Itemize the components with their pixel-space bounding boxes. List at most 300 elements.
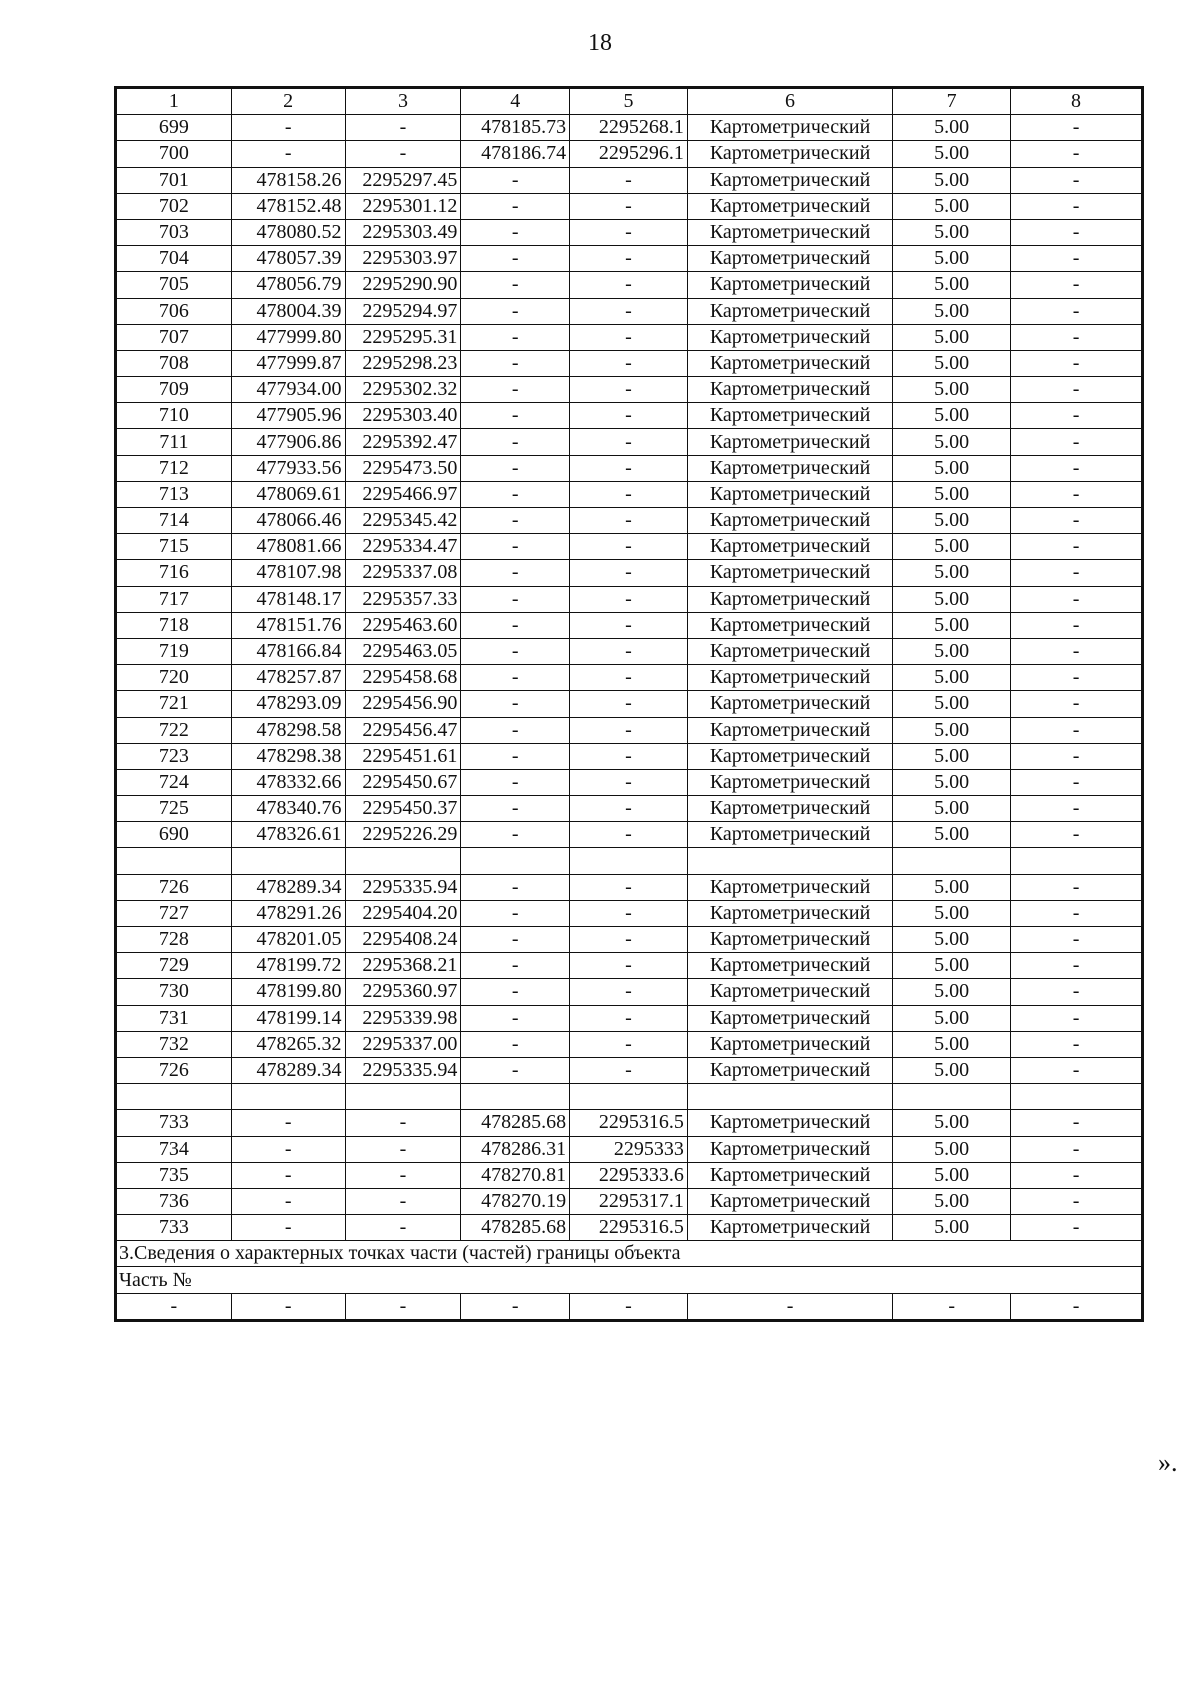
- table-cell: -: [231, 115, 345, 141]
- table-row: [116, 874, 1143, 900]
- table-cell: 2295268.1: [570, 115, 688, 141]
- table-cell: 736: [116, 1188, 232, 1214]
- table-cell: 2295458.68: [345, 665, 461, 691]
- table-cell: -: [461, 953, 570, 979]
- table-row: [116, 377, 1143, 403]
- table-cell: -: [1011, 691, 1143, 717]
- table-cell: -: [461, 743, 570, 769]
- table-cell: 5.00: [893, 219, 1011, 245]
- table-cell: -: [570, 769, 688, 795]
- table-cell: 5.00: [893, 717, 1011, 743]
- table-cell: 5.00: [893, 1136, 1011, 1162]
- table-cell: 726: [116, 874, 232, 900]
- table-cell: 5.00: [893, 612, 1011, 638]
- table-cell: 478332.66: [231, 769, 345, 795]
- table-cell: -: [461, 272, 570, 298]
- table-cell: [461, 848, 570, 874]
- table-cell: 2295302.32: [345, 377, 461, 403]
- table-cell: 478340.76: [231, 796, 345, 822]
- coordinates-table: [114, 86, 1144, 1322]
- table-cell: 2295451.61: [345, 743, 461, 769]
- table-cell: 2295226.29: [345, 822, 461, 848]
- table-cell: -: [1011, 167, 1143, 193]
- table-cell: 709: [116, 377, 232, 403]
- table-cell: 477905.96: [231, 403, 345, 429]
- table-cell: 8: [1011, 88, 1143, 115]
- table-cell: 2295392.47: [345, 429, 461, 455]
- table-cell: 701: [116, 167, 232, 193]
- table-cell: -: [570, 193, 688, 219]
- table-cell: -: [461, 822, 570, 848]
- table-cell: -: [570, 822, 688, 848]
- table-cell: -: [1011, 1031, 1143, 1057]
- table-cell: -: [461, 874, 570, 900]
- table-cell: 478151.76: [231, 612, 345, 638]
- table-cell: 732: [116, 1031, 232, 1057]
- part-label-row: [116, 1267, 1143, 1293]
- table-cell: Картометрический: [687, 822, 892, 848]
- table-cell: -: [570, 534, 688, 560]
- table-cell: 5.00: [893, 272, 1011, 298]
- table-cell: -: [231, 1293, 345, 1320]
- table-cell: -: [461, 377, 570, 403]
- section-title-row: [116, 1241, 1143, 1267]
- table-cell: Картометрический: [687, 115, 892, 141]
- table-row: [116, 481, 1143, 507]
- table-cell: 6: [687, 88, 892, 115]
- table-cell: -: [570, 612, 688, 638]
- table-cell: 5.00: [893, 115, 1011, 141]
- table-cell: 5.00: [893, 1005, 1011, 1031]
- table-cell: [345, 1084, 461, 1110]
- table-cell: 735: [116, 1162, 232, 1188]
- table-cell: -: [570, 324, 688, 350]
- table-row: [116, 665, 1143, 691]
- table-cell: 478298.38: [231, 743, 345, 769]
- table-cell: -: [461, 429, 570, 455]
- table-cell: Картометрический: [687, 455, 892, 481]
- table-cell: -: [231, 1215, 345, 1241]
- table-row: [116, 560, 1143, 586]
- table-cell: 703: [116, 219, 232, 245]
- table-cell: 5.00: [893, 586, 1011, 612]
- table-cell: -: [461, 324, 570, 350]
- table-cell: 2295345.42: [345, 508, 461, 534]
- table-cell: Картометрический: [687, 1110, 892, 1136]
- table-cell: 478270.81: [461, 1162, 570, 1188]
- table-cell: -: [1011, 193, 1143, 219]
- table-cell: -: [1011, 1293, 1143, 1320]
- table-cell: 477906.86: [231, 429, 345, 455]
- table-cell: Картометрический: [687, 481, 892, 507]
- table-cell: 2: [231, 88, 345, 115]
- table-cell: -: [461, 612, 570, 638]
- table-cell: -: [461, 508, 570, 534]
- table-cell: -: [1011, 1215, 1143, 1241]
- table-cell: 5.00: [893, 508, 1011, 534]
- table-cell: 734: [116, 1136, 232, 1162]
- table-cell: 2295408.24: [345, 927, 461, 953]
- table-cell: 5.00: [893, 979, 1011, 1005]
- table-cell: -: [1011, 612, 1143, 638]
- table-cell: Картометрический: [687, 429, 892, 455]
- table-cell: Картометрический: [687, 246, 892, 272]
- table-cell: [1011, 1084, 1143, 1110]
- table-cell: -: [570, 900, 688, 926]
- table-cell: 728: [116, 927, 232, 953]
- table-cell: -: [1011, 586, 1143, 612]
- table-cell: Картометрический: [687, 219, 892, 245]
- table-cell: -: [345, 1110, 461, 1136]
- table-cell: Картометрический: [687, 534, 892, 560]
- table-cell: -: [231, 141, 345, 167]
- table-cell: [345, 848, 461, 874]
- table-cell: 5.00: [893, 953, 1011, 979]
- table-cell: 2295316.5: [570, 1110, 688, 1136]
- table-cell: -: [570, 586, 688, 612]
- table-cell: -: [1011, 874, 1143, 900]
- table-cell: 478291.26: [231, 900, 345, 926]
- table-cell: 2295450.37: [345, 796, 461, 822]
- table-row: [116, 1215, 1143, 1241]
- table-cell: -: [1011, 1162, 1143, 1188]
- table-cell: 724: [116, 769, 232, 795]
- table-cell: 2295333.6: [570, 1162, 688, 1188]
- table-cell: -: [461, 246, 570, 272]
- table-cell: 731: [116, 1005, 232, 1031]
- table-cell: Картометрический: [687, 403, 892, 429]
- table-cell: -: [231, 1110, 345, 1136]
- table-cell: 726: [116, 1057, 232, 1083]
- table-cell: 478293.09: [231, 691, 345, 717]
- table-cell: -: [116, 1293, 232, 1320]
- table-cell: 2295337.08: [345, 560, 461, 586]
- table-cell: -: [1011, 1188, 1143, 1214]
- table-cell: -: [1011, 1057, 1143, 1083]
- table-cell: -: [461, 193, 570, 219]
- table-cell: 5.00: [893, 481, 1011, 507]
- table-cell: -: [570, 717, 688, 743]
- table-cell: 702: [116, 193, 232, 219]
- table-cell: -: [1011, 508, 1143, 534]
- table-cell: -: [570, 691, 688, 717]
- table-cell: Картометрический: [687, 324, 892, 350]
- table-cell: 478066.46: [231, 508, 345, 534]
- table-cell: -: [570, 638, 688, 664]
- table-cell: -: [570, 796, 688, 822]
- table-cell: 2295339.98: [345, 1005, 461, 1031]
- table-cell: 2295303.49: [345, 219, 461, 245]
- table-row: [116, 1162, 1143, 1188]
- part-label: Часть №: [116, 1267, 1143, 1293]
- table-row: [116, 979, 1143, 1005]
- table-cell: 2295335.94: [345, 1057, 461, 1083]
- table-cell: 7: [893, 88, 1011, 115]
- table-cell: Картометрический: [687, 508, 892, 534]
- table-cell: Картометрический: [687, 900, 892, 926]
- table-cell: -: [1011, 665, 1143, 691]
- table-cell: Картометрический: [687, 874, 892, 900]
- table-cell: 5.00: [893, 560, 1011, 586]
- table-cell: -: [1011, 350, 1143, 376]
- table-cell: -: [570, 743, 688, 769]
- table-cell: [893, 1084, 1011, 1110]
- table-cell: -: [570, 272, 688, 298]
- table-cell: -: [570, 560, 688, 586]
- table-row: [116, 1136, 1143, 1162]
- table-cell: 2295463.05: [345, 638, 461, 664]
- table-cell: -: [687, 1293, 892, 1320]
- table-cell: 711: [116, 429, 232, 455]
- table-cell: 5.00: [893, 324, 1011, 350]
- table-row: [116, 953, 1143, 979]
- table-cell: 720: [116, 665, 232, 691]
- table-row: [116, 141, 1143, 167]
- table-cell: -: [1011, 246, 1143, 272]
- table-cell: 2295463.60: [345, 612, 461, 638]
- table-row: [116, 324, 1143, 350]
- table-cell: 5.00: [893, 1057, 1011, 1083]
- table-row: [116, 403, 1143, 429]
- closing-quote-mark: ».: [1158, 1448, 1178, 1477]
- table-row: [116, 900, 1143, 926]
- table-cell: Картометрический: [687, 717, 892, 743]
- table-row: [116, 743, 1143, 769]
- table-cell: 5.00: [893, 455, 1011, 481]
- table-cell: 5.00: [893, 874, 1011, 900]
- page-number: 18: [588, 30, 612, 56]
- table-cell: 478298.58: [231, 717, 345, 743]
- table-cell: 2295334.47: [345, 534, 461, 560]
- table-cell: 713: [116, 481, 232, 507]
- table-cell: -: [345, 115, 461, 141]
- table-cell: 710: [116, 403, 232, 429]
- table-cell: Картометрический: [687, 141, 892, 167]
- table-cell: -: [461, 1057, 570, 1083]
- table-row: [116, 848, 1143, 874]
- table-cell: Картометрический: [687, 167, 892, 193]
- table-cell: -: [1011, 481, 1143, 507]
- table-cell: 478199.80: [231, 979, 345, 1005]
- table-cell: 5.00: [893, 377, 1011, 403]
- table-cell: Картометрический: [687, 350, 892, 376]
- table-cell: 708: [116, 350, 232, 376]
- table-cell: 730: [116, 979, 232, 1005]
- table-cell: 704: [116, 246, 232, 272]
- table-cell: -: [461, 455, 570, 481]
- table-cell: -: [345, 1215, 461, 1241]
- table-cell: -: [1011, 743, 1143, 769]
- table-row: [116, 1005, 1143, 1031]
- table-cell: -: [570, 927, 688, 953]
- table-cell: Картометрический: [687, 193, 892, 219]
- table-cell: 2295301.12: [345, 193, 461, 219]
- table-cell: 717: [116, 586, 232, 612]
- table-cell: 5.00: [893, 350, 1011, 376]
- table-cell: 478057.39: [231, 246, 345, 272]
- table-cell: -: [461, 481, 570, 507]
- table-cell: 2295473.50: [345, 455, 461, 481]
- table-cell: Картометрический: [687, 560, 892, 586]
- table-cell: Картометрический: [687, 612, 892, 638]
- table-row: [116, 796, 1143, 822]
- table-cell: 2295450.67: [345, 769, 461, 795]
- table-cell: -: [461, 1293, 570, 1320]
- table-cell: 725: [116, 796, 232, 822]
- table-row: [116, 586, 1143, 612]
- table-row: [116, 927, 1143, 953]
- table-cell: -: [461, 1031, 570, 1057]
- table-cell: 5.00: [893, 900, 1011, 926]
- table-cell: 733: [116, 1215, 232, 1241]
- table-cell: -: [1011, 1110, 1143, 1136]
- table-row: [116, 167, 1143, 193]
- table-cell: 5.00: [893, 193, 1011, 219]
- table-cell: 690: [116, 822, 232, 848]
- table-cell: 719: [116, 638, 232, 664]
- table-row: [116, 1031, 1143, 1057]
- table-cell: Картометрический: [687, 298, 892, 324]
- table-cell: Картометрический: [687, 1031, 892, 1057]
- table-cell: -: [1011, 115, 1143, 141]
- table-cell: -: [345, 1162, 461, 1188]
- table-cell: -: [231, 1188, 345, 1214]
- table-cell: -: [345, 1188, 461, 1214]
- table-cell: -: [1011, 560, 1143, 586]
- table-cell: 5.00: [893, 1215, 1011, 1241]
- table-row: [116, 1110, 1143, 1136]
- table-cell: Картометрический: [687, 691, 892, 717]
- table-cell: 2295298.23: [345, 350, 461, 376]
- table-cell: [231, 848, 345, 874]
- table-cell: -: [570, 1293, 688, 1320]
- table-cell: -: [461, 560, 570, 586]
- table-row: [116, 193, 1143, 219]
- table-cell: -: [1011, 769, 1143, 795]
- table-cell: -: [570, 377, 688, 403]
- table-row: [116, 350, 1143, 376]
- table-cell: -: [1011, 141, 1143, 167]
- table-cell: 478285.68: [461, 1110, 570, 1136]
- table-cell: 2295303.97: [345, 246, 461, 272]
- table-cell: 478185.73: [461, 115, 570, 141]
- table-cell: 729: [116, 953, 232, 979]
- table-cell: -: [570, 953, 688, 979]
- table-cell: -: [1011, 717, 1143, 743]
- table-cell: Картометрический: [687, 1215, 892, 1241]
- table-cell: 5.00: [893, 1031, 1011, 1057]
- table-cell: -: [461, 979, 570, 1005]
- section-title: 3.Сведения о характерных точках части (частей) границы объекта: [116, 1241, 1143, 1267]
- table-cell: 2295303.40: [345, 403, 461, 429]
- table-header-row: [116, 88, 1143, 115]
- table-cell: Картометрический: [687, 769, 892, 795]
- table-cell: 721: [116, 691, 232, 717]
- table-cell: 478257.87: [231, 665, 345, 691]
- table-cell: 716: [116, 560, 232, 586]
- table-row: [116, 638, 1143, 664]
- table-cell: -: [570, 246, 688, 272]
- table-cell: -: [461, 1005, 570, 1031]
- table-row: [116, 1084, 1143, 1110]
- table-cell: -: [231, 1162, 345, 1188]
- table-cell: 1: [116, 88, 232, 115]
- table-cell: 700: [116, 141, 232, 167]
- table-cell: 699: [116, 115, 232, 141]
- table-cell: -: [570, 1057, 688, 1083]
- table-cell: 2295337.00: [345, 1031, 461, 1057]
- table-cell: 2295368.21: [345, 953, 461, 979]
- table-row: [116, 769, 1143, 795]
- table-cell: 478265.32: [231, 1031, 345, 1057]
- table-cell: 5: [570, 88, 688, 115]
- table-row: [116, 612, 1143, 638]
- table-cell: 478148.17: [231, 586, 345, 612]
- table-cell: 478004.39: [231, 298, 345, 324]
- table-cell: -: [570, 298, 688, 324]
- table-cell: -: [570, 1031, 688, 1057]
- table-cell: -: [461, 298, 570, 324]
- table-cell: 2295456.47: [345, 717, 461, 743]
- table-cell: -: [1011, 1005, 1143, 1031]
- table-cell: -: [461, 691, 570, 717]
- table-cell: 706: [116, 298, 232, 324]
- table-cell: 478081.66: [231, 534, 345, 560]
- table-cell: -: [1011, 796, 1143, 822]
- table-cell: [461, 1084, 570, 1110]
- table-cell: -: [345, 1293, 461, 1320]
- table-cell: -: [1011, 927, 1143, 953]
- table-cell: 478270.19: [461, 1188, 570, 1214]
- table-cell: 478158.26: [231, 167, 345, 193]
- table-cell: -: [570, 167, 688, 193]
- table-row: [116, 115, 1143, 141]
- table-cell: -: [461, 167, 570, 193]
- table-cell: 5.00: [893, 691, 1011, 717]
- table-cell: -: [1011, 403, 1143, 429]
- table-cell: Картометрический: [687, 1136, 892, 1162]
- table-cell: 478107.98: [231, 560, 345, 586]
- table-cell: 2295294.97: [345, 298, 461, 324]
- table-row: [116, 691, 1143, 717]
- table-row: [116, 246, 1143, 272]
- table-row: [116, 219, 1143, 245]
- table-cell: Картометрический: [687, 1005, 892, 1031]
- table-cell: -: [461, 350, 570, 376]
- table-cell: -: [461, 534, 570, 560]
- table-cell: 2295295.31: [345, 324, 461, 350]
- table-cell: 478289.34: [231, 1057, 345, 1083]
- table-cell: -: [1011, 272, 1143, 298]
- table-cell: [687, 1084, 892, 1110]
- table-cell: -: [345, 1136, 461, 1162]
- table-cell: 5.00: [893, 403, 1011, 429]
- table-cell: 5.00: [893, 298, 1011, 324]
- table-cell: 5.00: [893, 743, 1011, 769]
- table-cell: -: [570, 481, 688, 507]
- table-cell: 5.00: [893, 822, 1011, 848]
- table-cell: [1011, 848, 1143, 874]
- table-cell: -: [1011, 979, 1143, 1005]
- table-cell: -: [461, 403, 570, 429]
- table-cell: 2295316.5: [570, 1215, 688, 1241]
- table-row: [116, 717, 1143, 743]
- table-cell: 477999.80: [231, 324, 345, 350]
- table-cell: -: [570, 874, 688, 900]
- table-cell: 705: [116, 272, 232, 298]
- table-cell: 478289.34: [231, 874, 345, 900]
- table-cell: 712: [116, 455, 232, 481]
